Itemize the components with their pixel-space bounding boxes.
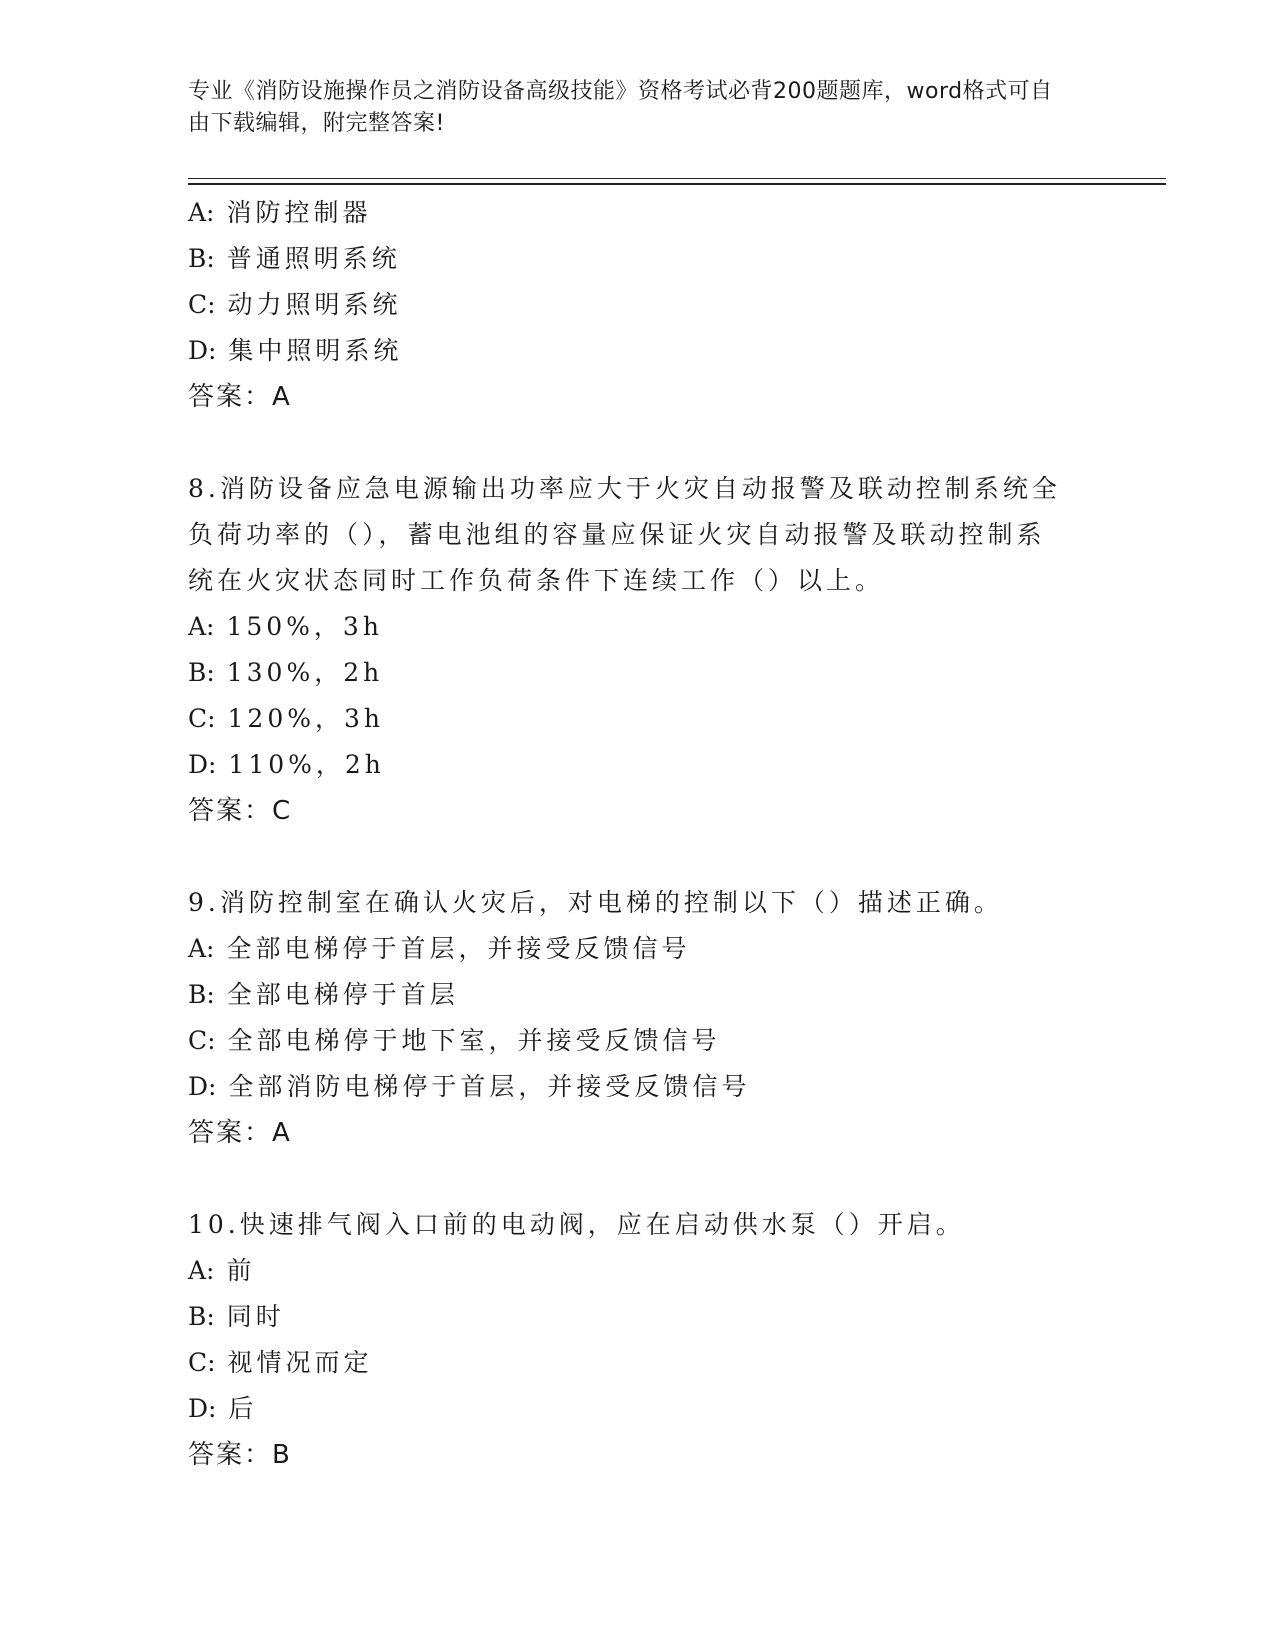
option-text: 动力照明系统 xyxy=(227,290,402,319)
option-c xyxy=(188,1018,1068,1064)
option-c xyxy=(188,282,1068,328)
option-b xyxy=(188,236,1068,282)
option-a xyxy=(188,1248,1068,1294)
option-text: 150%，3h xyxy=(226,612,383,641)
option-d xyxy=(188,328,1068,374)
option-d xyxy=(188,742,1068,788)
question-block-10 xyxy=(188,1202,1068,1478)
option-c xyxy=(188,1340,1068,1386)
option-b xyxy=(188,650,1068,696)
header-rule-thick xyxy=(188,183,1166,185)
option-b xyxy=(188,972,1068,1018)
option-text: 110%，2h xyxy=(228,750,385,779)
question-block-9 xyxy=(188,880,1068,1156)
option-letter: D: xyxy=(188,1394,217,1423)
spacer xyxy=(188,834,1068,880)
question-block-8 xyxy=(188,466,1068,834)
answer-line: 答案：C xyxy=(188,796,293,826)
option-text: 130%，2h xyxy=(226,658,384,687)
header-rule-thin xyxy=(188,178,1166,179)
answer-line: 答案：B xyxy=(188,1440,292,1470)
option-letter: A: xyxy=(188,934,215,963)
option-letter: A: xyxy=(188,198,215,227)
option-letter: B: xyxy=(188,980,215,1009)
option-letter: C: xyxy=(188,1026,216,1055)
option-letter: B: xyxy=(188,1302,215,1331)
option-text: 消防控制器 xyxy=(226,198,372,227)
option-text: 全部消防电梯停于首层，并接受反馈信号 xyxy=(228,1072,751,1101)
question-text: 8.消防设备应急电源输出功率应大于火灾自动报警及联动控制系统全负荷功率的（），蓄电池组的容量应保证火灾自动报警及联动控制系统在火灾状态同时工作负荷条件下连续工作（）以上。 xyxy=(188,474,1061,595)
option-text: 全部电梯停于首层 xyxy=(226,980,459,1009)
question-text: 10.快速排气阀入口前的电动阀，应在启动供水泵（）开启。 xyxy=(188,1210,965,1239)
option-letter: C: xyxy=(188,704,216,733)
option-letter: C: xyxy=(188,1348,216,1377)
option-text: 普通照明系统 xyxy=(226,244,401,273)
option-letter: B: xyxy=(188,658,215,687)
spacer xyxy=(188,420,1068,466)
question-list xyxy=(188,190,1068,1478)
option-letter: C: xyxy=(188,290,216,319)
option-text: 前 xyxy=(226,1256,256,1285)
question-text: 9.消防控制室在确认火灾后，对电梯的控制以下（）描述正确。 xyxy=(188,888,1003,917)
option-text: 120%，3h xyxy=(227,704,384,733)
option-text: 全部电梯停于地下室，并接受反馈信号 xyxy=(227,1026,721,1055)
spacer xyxy=(188,1156,1068,1202)
option-text: 同时 xyxy=(226,1302,285,1331)
option-d xyxy=(188,1064,1068,1110)
option-letter: A: xyxy=(188,612,215,641)
option-a xyxy=(188,190,1068,236)
option-text: 视情况而定 xyxy=(227,1348,373,1377)
prev-question-block xyxy=(188,190,1068,420)
answer-line: 答案：A xyxy=(188,1118,292,1148)
answer-line: 答案：A xyxy=(188,382,292,412)
option-a xyxy=(188,604,1068,650)
option-c xyxy=(188,696,1068,742)
option-letter: A: xyxy=(188,1256,215,1285)
option-b xyxy=(188,1294,1068,1340)
option-text: 全部电梯停于首层，并接受反馈信号 xyxy=(226,934,691,963)
option-text: 集中照明系统 xyxy=(228,336,403,365)
option-d xyxy=(188,1386,1068,1432)
option-a xyxy=(188,926,1068,972)
option-text: 后 xyxy=(228,1394,258,1423)
option-letter: B: xyxy=(188,244,215,273)
option-letter: D: xyxy=(188,1072,217,1101)
option-letter: D: xyxy=(188,336,217,365)
document-header: 专业《消防设施操作员之消防设备高级技能》资格考试必背200题题库，word格式可自由下载编辑，附完整答案! xyxy=(188,79,1053,136)
option-letter: D: xyxy=(188,750,217,779)
